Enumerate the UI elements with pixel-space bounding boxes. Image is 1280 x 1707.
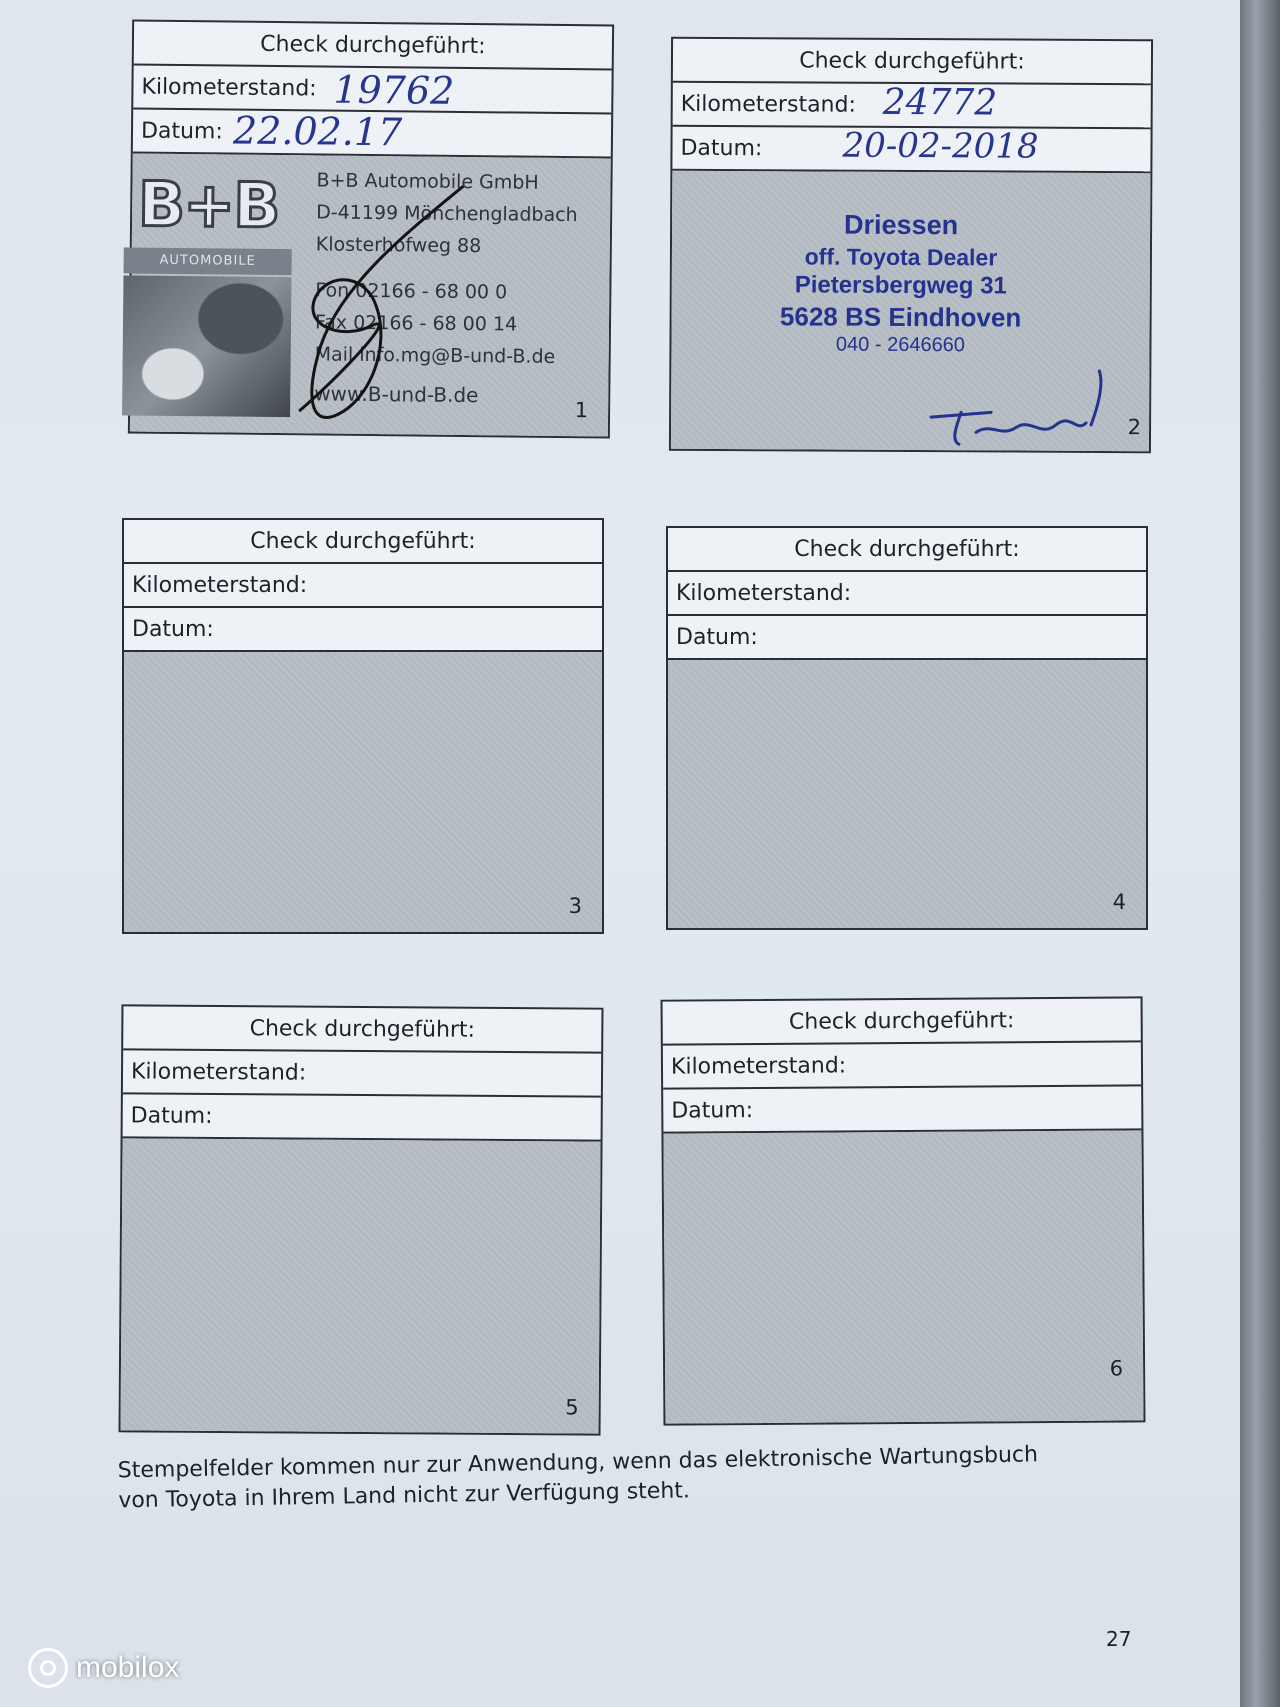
check-title-text: Check durchgeführt: <box>249 1015 476 1043</box>
check-box-6 <box>661 996 1146 1425</box>
km-row <box>133 66 611 115</box>
stamp-area <box>124 652 602 932</box>
check-box-4 <box>666 526 1148 930</box>
field-number: 1 <box>574 398 589 423</box>
stamp-area <box>671 171 1150 451</box>
page-edge-shadow <box>1240 0 1280 1707</box>
check-title-text: Check durchgeführt: <box>250 528 476 554</box>
stamp-area <box>668 660 1146 928</box>
date-row <box>133 110 611 159</box>
km-row <box>124 564 602 608</box>
bb-logo-road-image <box>122 275 291 417</box>
check-box-1 <box>128 19 614 438</box>
km-label: Kilometerstand: <box>130 1058 307 1086</box>
date-label: Datum: <box>671 1097 754 1124</box>
dealer-subtitle: off. Toyota Dealer <box>804 243 998 271</box>
signature-2 <box>921 362 1121 453</box>
stamp-line-city: D-41199 Mönchengladbach <box>316 201 578 227</box>
date-row <box>668 616 1146 660</box>
check-title-text: Check durchgeführt: <box>260 31 486 59</box>
date-row <box>663 1086 1141 1133</box>
field-number: 5 <box>565 1395 579 1420</box>
stamp-line-web: www.B-und-B.de <box>314 381 479 408</box>
date-label: Datum: <box>140 118 223 144</box>
footer-note: Stempelfelder kommen nur zur Anwendung, wenn das elektronische Wartungsbuch von Toyota in Ihrem Land nicht zur Verfügung steht. <box>117 1442 1039 1514</box>
check-title-text: Check durchgeführt: <box>794 536 1020 562</box>
mobilox-logo-icon <box>28 1648 68 1688</box>
watermark <box>28 1648 179 1688</box>
watermark-text: mobilox <box>76 1651 180 1684</box>
km-row <box>668 572 1146 616</box>
stamp-line-fax: Fax 02166 - 68 00 14 <box>314 311 518 336</box>
date-row <box>123 1094 601 1141</box>
date-handwritten-value: 22.02.17 <box>232 108 403 155</box>
check-title-text: Check durchgeführt: <box>799 47 1025 75</box>
field-number: 6 <box>1109 1356 1124 1381</box>
stamp-line-company: B+B Automobile GmbH <box>316 169 539 194</box>
check-title <box>123 1006 601 1053</box>
km-row <box>663 1042 1141 1089</box>
signature-1 <box>280 175 543 438</box>
date-row <box>672 127 1150 174</box>
check-title <box>124 520 602 564</box>
check-box-2 <box>669 37 1153 454</box>
check-title <box>663 998 1141 1045</box>
check-title-text: Check durchgeführt: <box>788 1007 1015 1035</box>
date-label: Datum: <box>676 624 758 650</box>
stamp-area <box>130 154 611 437</box>
page-number: 27 <box>1106 1627 1132 1651</box>
dealer-phone: 040 - 2646660 <box>835 333 966 357</box>
check-box-5 <box>119 1004 604 1435</box>
dealer-street: Pietersbergweg 31 <box>794 271 1007 300</box>
field-number: 2 <box>1127 415 1142 440</box>
date-handwritten-value: 20-02-2018 <box>842 125 1039 167</box>
bb-logo-subtitle: AUTOMOBILE <box>124 247 292 275</box>
stamp-line-mail: Mail info.mg@B-und-B.de <box>314 343 556 368</box>
stamp-area <box>121 1138 601 1433</box>
date-label: Datum: <box>132 616 214 642</box>
km-row <box>673 83 1151 130</box>
check-title <box>668 528 1146 572</box>
field-number: 3 <box>568 894 582 918</box>
km-label: Kilometerstand: <box>680 91 856 118</box>
km-label: Kilometerstand: <box>132 572 308 598</box>
date-label: Datum: <box>130 1102 213 1129</box>
bb-logo: B+B <box>137 167 279 243</box>
date-label: Datum: <box>680 135 763 161</box>
stamp-line-street: Klosterhofweg 88 <box>315 233 482 258</box>
km-handwritten-value: 19762 <box>333 67 455 113</box>
km-handwritten-value: 24772 <box>882 81 998 124</box>
dealer-city: 5628 BS Eindhoven <box>779 301 1022 333</box>
check-title <box>134 22 612 71</box>
stamp-line-phone: Fon 02166 - 68 00 0 <box>315 279 508 304</box>
dealer-name: Driessen <box>843 209 959 241</box>
check-box-3 <box>122 518 604 934</box>
stamp-area <box>663 1130 1143 1423</box>
date-row <box>124 608 602 652</box>
km-label: Kilometerstand: <box>141 74 317 101</box>
km-label: Kilometerstand: <box>670 1052 847 1080</box>
km-label: Kilometerstand: <box>676 580 852 606</box>
field-number: 4 <box>1112 890 1126 914</box>
km-row <box>123 1050 601 1097</box>
check-title <box>673 39 1151 86</box>
